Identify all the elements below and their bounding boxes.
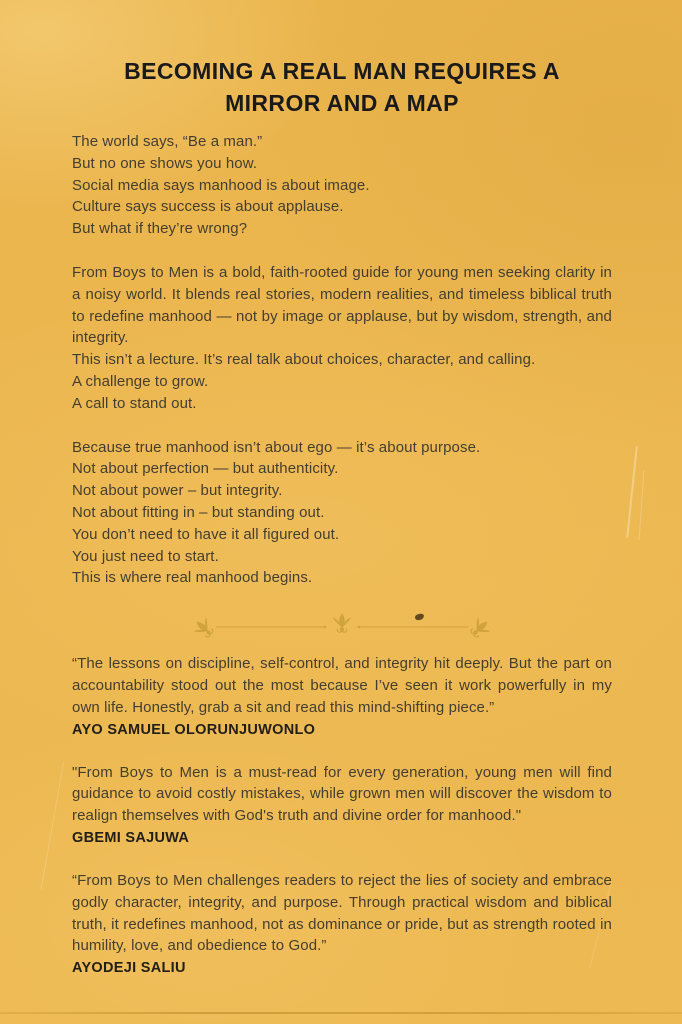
text-line: This isn’t a lecture. It’s real talk about choices, character, and calling. (72, 351, 536, 369)
text-line: You just need to start. (72, 547, 219, 565)
testimonial-author: AYODEJI SALIU (72, 960, 186, 977)
page-title (72, 55, 612, 119)
testimonial (72, 870, 612, 979)
title-line-1: BECOMING A REAL MAN REQUIRES A (124, 58, 560, 84)
text-line: Because true manhood isn’t about ego — it’s about purpose. (72, 438, 481, 456)
paper-scratch-texture (626, 446, 637, 538)
title-line-2: MIRROR AND A MAP (225, 90, 459, 116)
manifesto-lines (72, 437, 612, 590)
testimonial-quote: “The lessons on discipline, self-control, and integrity hit deeply. But the part on accountability stood out the most because I’ve seen it work powerfully in my own life. Honestly, grab a sit and read this mind-shifting piece.” (72, 655, 612, 716)
text-line: The world says, “Be a man.” (72, 133, 263, 150)
ornament-divider (72, 611, 612, 641)
text-line: Social media says manhood is about image. (72, 176, 370, 194)
testimonial-quote: "From Boys to Men is a must-read for every generation, young men will find guidance to avoid costly mistakes, while grown men will discover the wisdom to realign themselves with God's truth and divine order for manhood." (72, 763, 612, 825)
text-line: Not about fitting in – but standing out. (72, 503, 325, 521)
paper-scratch-texture (639, 470, 645, 540)
testimonial-author: AYO SAMUEL OLORUNJUWONLO (72, 721, 316, 738)
text-line: A challenge to grow. (72, 372, 209, 390)
intro-lines (72, 131, 612, 240)
real-talk-lines (72, 349, 612, 414)
pitch-paragraph: From Boys to Men is a bold, faith-rooted guide for young men seeking clarity in a noisy world. It blends real stories, modern realities, and timeless biblical truth to redefine manhood — not by image or applause, but by wisdom, strength, and integrity. (72, 263, 612, 347)
text-line: Not about power – but integrity. (72, 482, 283, 500)
text-line: But what if they’re wrong? (72, 220, 248, 238)
text-line: Not about perfection — but authenticity. (72, 460, 339, 478)
fleur-ornament-icon (192, 611, 492, 641)
bottom-crease-line (0, 1012, 682, 1014)
testimonial-quote: “From Boys to Men challenges readers to reject the lies of society and embrace godly character, integrity, and purpose. Through practical wisdom and biblical truth, it redefines manhood, not as dominance or pride, but as strength rooted in humility, love, and obedience to God.” (72, 871, 612, 955)
text-line: You don’t need to have it all figured out. (72, 525, 340, 543)
text-line: But no one shows you how. (72, 154, 258, 172)
testimonial (72, 653, 612, 740)
text-line: Culture says success is about applause. (72, 198, 344, 216)
paper-scratch-texture (41, 761, 65, 889)
cover-copy (72, 0, 612, 1000)
text-line: This is where real manhood begins. (72, 569, 313, 587)
testimonial (72, 762, 612, 849)
testimonial-author: GBEMI SAJUWA (72, 829, 190, 846)
text-line: A call to stand out. (72, 394, 197, 412)
